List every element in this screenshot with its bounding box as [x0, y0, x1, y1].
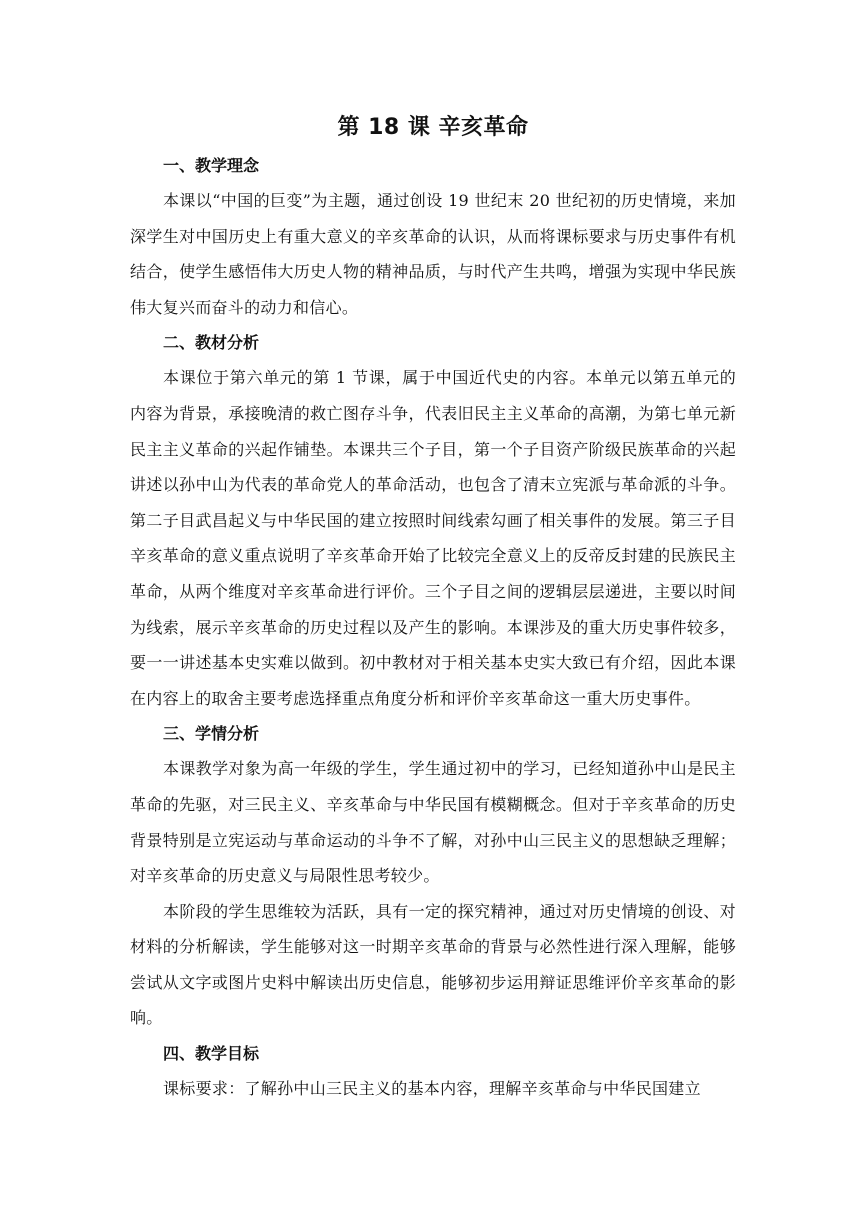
section-heading: 一、教学理念	[163, 156, 260, 175]
section-paragraph: 本课以“中国的巨变”为主题，通过创设 19 世纪末 20 世纪初的历史情境，来加深学生对中国历史上有重大意义的辛亥革命的认识，从而将课标要求与历史事件有机结合，使学生感悟伟大历史人物的精神品质，与时代产生共鸣，增强为实现中华民族伟大复兴而奋斗的动力和信心。	[130, 191, 736, 317]
section-teaching-philosophy	[130, 148, 736, 325]
lesson-title: 第 18 课 辛亥革命	[337, 115, 529, 140]
document-content	[130, 108, 736, 1107]
section-paragraph: 本课教学对象为高一年级的学生，学生通过初中的学习，已经知道孙中山是民主革命的先驱，对三民主义、辛亥革命与中华民国有模糊概念。但对于辛亥革命的历史背景特别是立宪运动与革命运动的斗争不了解，对孙中山三民主义的思想缺乏理解；对辛亥革命的历史意义与局限性思考较少。	[130, 759, 736, 886]
section-student-analysis	[130, 716, 736, 1036]
section-paragraph: 本课位于第六单元的第 1 节课，属于中国近代史的内容。本单元以第五单元的内容为背景，承接晚清的救亡图存斗争，代表旧民主主义革命的高潮，为第七单元新民主主义革命的兴起作铺垫。本课共三个子目，第一个子目资产阶级民族革命的兴起讲述以孙中山为代表的革命党人的革命活动，也包含了清末立宪派与革命派的斗争。第二子目武昌起义与中华民国的建立按照时间线索勾画了相关事件的发展。第三子目辛亥革命的意义重点说明了辛亥革命开始了比较完全意义上的反帝反封建的民族民主革命，从两个维度对辛亥革命进行评价。三个子目之间的逻辑层层递进，主要以时间为线索，展示辛亥革命的历史过程以及产生的影响。本课涉及的重大历史事件较多，要一一讲述基本史实难以做到。初中教材对于相关基本史实大致已有介绍，因此本课在内容上的取舍主要考虑选择重点角度分析和评价辛亥革命这一重大历史事件。	[130, 368, 736, 708]
section-textbook-analysis	[130, 325, 736, 716]
section-heading: 二、教材分析	[163, 333, 260, 353]
section-teaching-goals	[130, 1036, 736, 1107]
section-heading: 四、教学目标	[163, 1044, 260, 1064]
section-paragraph: 课标要求：了解孙中山三民主义的基本内容，理解辛亥革命与中华民国建立	[163, 1079, 701, 1099]
section-paragraph: 本阶段的学生思维较为活跃，具有一定的探究精神，通过对历史情境的创设、对材料的分析解读，学生能够对这一时期辛亥革命的背景与必然性进行深入理解，能够尝试从文字或图片史料中解读出历史信息，能够初步运用辩证思维评价辛亥革命的影响。	[130, 901, 736, 1028]
section-heading: 三、学情分析	[163, 724, 260, 744]
